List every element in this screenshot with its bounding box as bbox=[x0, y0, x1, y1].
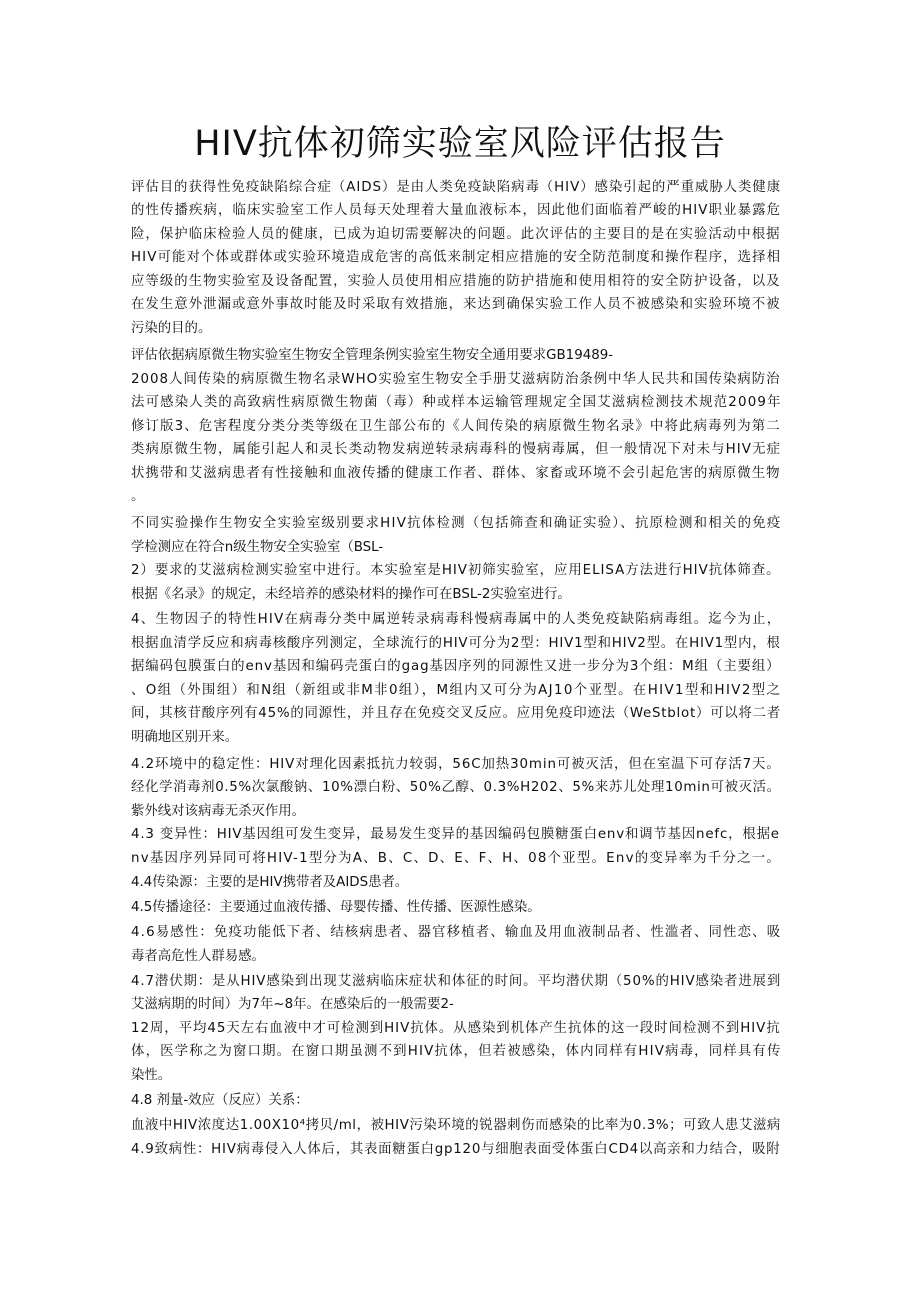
text-line: 4.6易感性：免疫功能低下者、结核病患者、器官移植者、输血及用血液制品者、性滥者、同性恋、吸 bbox=[131, 925, 782, 940]
text-line: 状携带和艾滋病患者有性接触和血液传播的健康工作者、群体、家畜或环境不会引起危害的病原微生物 bbox=[131, 466, 781, 481]
page-title: HIV抗体初筛实验室风险评估报告 bbox=[194, 124, 726, 164]
text-line: 染性。 bbox=[131, 1068, 172, 1083]
text-line: 修订版3、危害程度分类分类等级在卫生部公布的《人间传染的病原微生物名录》中将此病毒列为第二 bbox=[131, 419, 781, 434]
text-line: 据编码包膜蛋白的env基因和编码壳蛋白的gag基因序列的同源性又进一步分为3个组：M组（主要组） bbox=[131, 659, 781, 674]
text-line: 4.2环境中的稳定性：HIV对理化因素抵抗力较弱，56C加热30min可被灭活，但在室温下可存活7天。 bbox=[131, 757, 781, 772]
text-line: 经化学消毒剂0.5%次氯酸钠、10%漂白粉、50%乙醇、0.3%H202、5%来苏儿处理10min可被灭活。 bbox=[131, 780, 781, 795]
text-line: 毒者高危性人群易感。 bbox=[131, 949, 265, 964]
text-line: 4、生物因子的特性HIV在病毒分类中属逆转录病毒科慢病毒属中的人类免疫缺陷病毒组。迄今为止， bbox=[131, 612, 782, 627]
text-line: 2008人间传染的病原微生物名录WHO实验室生物安全手册艾滋病防治条例中华人民共和国传染病防治 bbox=[131, 372, 781, 387]
text-line: 的性传播疾病，临床实验室工作人员每天处理着大量血液标本，因此他们面临着严峻的HIV职业暴露危 bbox=[131, 203, 782, 218]
text-line: 4.8 剂量-效应（反应）关系： bbox=[131, 1093, 309, 1108]
text-line: nv基因序列异同可将HIV-1型分为A、B、C、D、E、F、H、08个亚型。Env的变异率为千分之一。 bbox=[131, 851, 782, 866]
text-line: 不同实验操作生物安全实验室级别要求HIV抗体检测（包括筛查和确证实验）、抗原检测和相关的免疫 bbox=[131, 516, 782, 531]
text-line: 根据血清学反应和病毒核酸序列测定，全球流行的HIV可分为2型：HIV1型和HIV2型。在HIV1型内，根 bbox=[131, 636, 781, 651]
text-line: 4.3 变异性：HIV基因组可发生变异，最易发生变异的基因编码包膜糖蛋白env和调节基因nefc，根据e bbox=[131, 827, 780, 842]
text-line: 评估目的获得性免疫缺陷综合症（AIDS）是由人类免疫缺陷病毒（HIV）感染引起的严重威胁人类健康 bbox=[131, 180, 782, 195]
text-line: 评估依据病原微生物实验室生物安全管理条例实验室生物安全通用要求GB19489- bbox=[131, 348, 614, 363]
text-line: 12周，平均45天左右血液中才可检测到HIV抗体。从感染到机体产生抗体的这一段时间检测不到HIV抗 bbox=[131, 1021, 781, 1036]
text-line: 4.5传播途径：主要通过血液传播、母婴传播、性传播、医源性感染。 bbox=[131, 900, 541, 915]
text-line: 明确地区别开来。 bbox=[131, 730, 239, 745]
text-line: 4.9致病性：HIV病毒侵入人体后，其表面糖蛋白gp120与细胞表面受体蛋白CD4以高亲和力结合，吸附 bbox=[131, 1142, 781, 1157]
text-line: HIV可能对个体或群体或实验环境造成危害的高低来制定相应措施的安全防范制度和操作程序，选择相 bbox=[131, 250, 782, 265]
text-line: 学检测应在符合n级生物安全实验室（BSL- bbox=[131, 540, 384, 555]
text-line: 法可感染人类的高致病性病原微生物菌（毒）种或样本运输管理规定全国艾滋病检测技术规范2009年 bbox=[131, 395, 782, 410]
text-line: 紫外线对该病毒无杀灭作用。 bbox=[131, 804, 306, 819]
text-line: 在发生意外泄漏或意外事故时能及时采取有效措施，来达到确保实验工作人员不被感染和实验环境不被 bbox=[131, 297, 781, 312]
text-line: 应等级的生物实验室及设备配置，实验人员使用相应措施的防护措施和使用相符的安全防护设备，以及 bbox=[131, 274, 781, 289]
text-line: 根据《名录》的规定，未经培养的感染材料的操作可在BSL-2实验室进行。 bbox=[131, 587, 571, 602]
text-line: 4.7潜伏期：是从HIV感染到出现艾滋病临床症状和体征的时间。平均潜伏期（50%的HIV感染者进展到 bbox=[131, 974, 782, 989]
text-line: 类病原微生物，属能引起人和灵长类动物发病逆转录病毒科的慢病毒属，但一般情况下对未与HIV无症 bbox=[131, 442, 782, 457]
text-line: 间，其核苷酸序列有45%的同源性，并且存在免疫交叉反应。应用免疫印迹法（WeStblot）可以将二者 bbox=[131, 706, 781, 721]
text-line: 险，保护临床检验人员的健康，已成为迫切需要解决的问题。此次评估的主要目的是在实验活动中根据 bbox=[131, 227, 781, 242]
text-line: 4.4传染源：主要的是HIV携带者及AIDS患者。 bbox=[131, 875, 409, 890]
text-line: 艾滋病期的时间）为7年~8年。在感染后的一般需要2- bbox=[131, 997, 454, 1012]
text-line: 。 bbox=[131, 489, 145, 504]
text-line: 、O组（外围组）和N组（新组或非M非0组），M组内又可分为AJ10个亚型。在HIV1型和HIV2型之 bbox=[131, 683, 782, 698]
text-line: 污染的目的。 bbox=[131, 321, 212, 336]
text-line: 2）要求的艾滋病检测实验室中进行。本实验室是HIV初筛实验室，应用ELISA方法进行HIV抗体筛查。 bbox=[131, 563, 781, 578]
text-line: 体，医学称之为窗口期。在窗口期虽测不到HIV抗体，但若被感染，体内同样有HIV病毒，同样具有传 bbox=[131, 1044, 782, 1059]
text-line: 血液中HIV浓度达1.00X10⁴拷贝/ml，被HIV污染环境的锐器刺伤而感染的比率为0.3%；可致人患艾滋病 bbox=[131, 1118, 781, 1133]
